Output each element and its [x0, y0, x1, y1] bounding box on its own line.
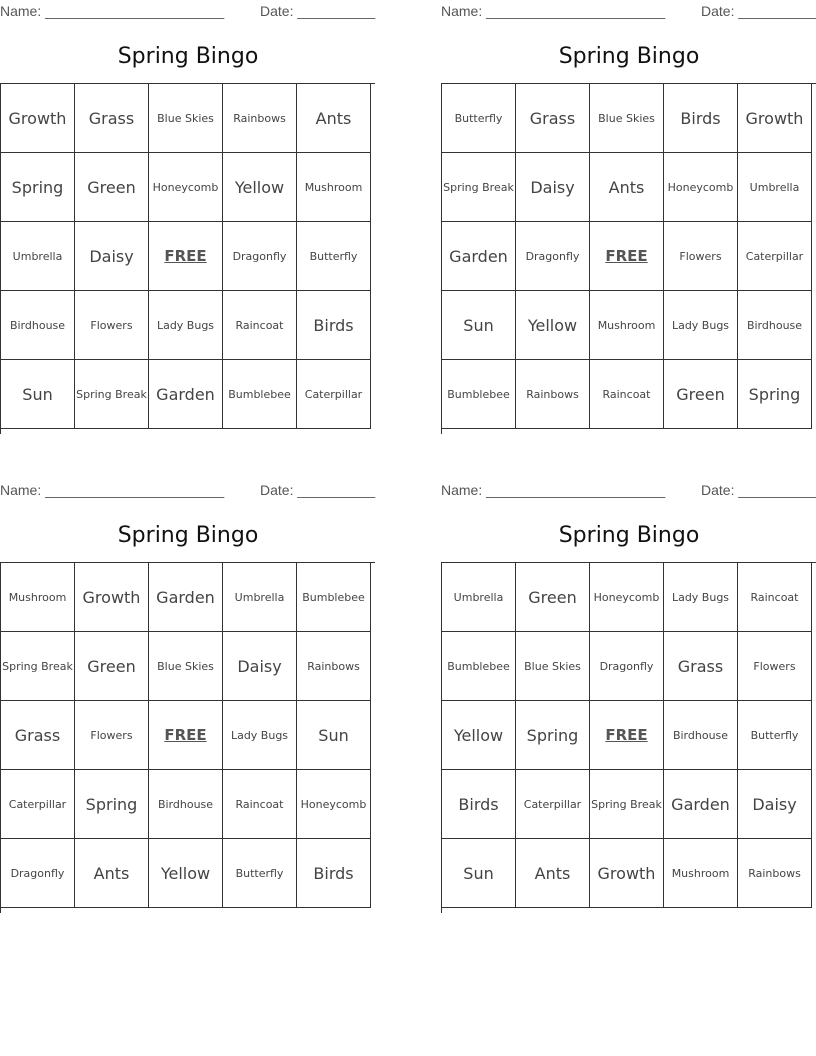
- bingo-cell: Mushroom: [297, 153, 371, 222]
- bingo-cell: Blue Skies: [149, 84, 223, 153]
- bingo-cell: Spring Break: [75, 360, 149, 429]
- date-field-label: Date: __________: [701, 3, 816, 19]
- bingo-cell: Raincoat: [223, 770, 297, 839]
- bingo-cell: Caterpillar: [297, 360, 371, 429]
- bingo-grid: [0, 83, 375, 434]
- bingo-cell: Rainbows: [516, 360, 590, 429]
- bingo-cell: Birdhouse: [149, 770, 223, 839]
- name-field-label: Name: _______________________: [441, 482, 666, 498]
- date-field-label: Date: __________: [260, 482, 376, 498]
- bingo-cell: Sun: [442, 291, 516, 360]
- name-field-label: Name: _______________________: [0, 3, 225, 19]
- bingo-cell: Rainbows: [738, 839, 812, 908]
- bingo-cell: Ants: [516, 839, 590, 908]
- bingo-cell: Yellow: [149, 839, 223, 908]
- bingo-cell: Dragonfly: [1, 839, 75, 908]
- card-header: [0, 479, 376, 501]
- bingo-cell: Rainbows: [297, 632, 371, 701]
- bingo-cell: Birdhouse: [664, 701, 738, 770]
- bingo-cell: Flowers: [738, 632, 812, 701]
- bingo-cell: Flowers: [664, 222, 738, 291]
- bingo-cell: Blue Skies: [590, 84, 664, 153]
- bingo-cell: Blue Skies: [516, 632, 590, 701]
- card-header: [441, 0, 816, 22]
- card-header: [0, 0, 376, 22]
- bingo-cell: Yellow: [516, 291, 590, 360]
- card-title: Spring Bingo: [558, 523, 700, 548]
- bingo-cell: Caterpillar: [1, 770, 75, 839]
- bingo-cell: Green: [664, 360, 738, 429]
- bingo-cell: Garden: [149, 360, 223, 429]
- name-field-label: Name: _______________________: [441, 3, 666, 19]
- bingo-cell: Spring: [75, 770, 149, 839]
- bingo-cell: Umbrella: [442, 563, 516, 632]
- bingo-cell: Spring Break: [590, 770, 664, 839]
- bingo-cell: Birds: [297, 291, 371, 360]
- bingo-cell: Spring Break: [1, 632, 75, 701]
- bingo-cell: Blue Skies: [149, 632, 223, 701]
- card-title: Spring Bingo: [117, 523, 259, 548]
- card-header: [441, 479, 816, 501]
- bingo-cell: Mushroom: [1, 563, 75, 632]
- bingo-cell: Birds: [297, 839, 371, 908]
- bingo-grid: [441, 83, 816, 434]
- bingo-cell: Bumblebee: [442, 632, 516, 701]
- bingo-cell: Umbrella: [1, 222, 75, 291]
- bingo-cell: Rainbows: [223, 84, 297, 153]
- bingo-cell: Spring: [1, 153, 75, 222]
- free-space-cell: FREE: [149, 701, 223, 770]
- bingo-cell: Garden: [664, 770, 738, 839]
- bingo-cell: Umbrella: [738, 153, 812, 222]
- bingo-cell: Butterfly: [442, 84, 516, 153]
- name-field-label: Name: _______________________: [0, 482, 225, 498]
- bingo-cell: Spring: [516, 701, 590, 770]
- card-title: Spring Bingo: [117, 44, 259, 69]
- bingo-cell: Lady Bugs: [223, 701, 297, 770]
- bingo-cell: Dragonfly: [223, 222, 297, 291]
- bingo-cell: Growth: [1, 84, 75, 153]
- bingo-card: [441, 0, 816, 404]
- bingo-cell: Butterfly: [738, 701, 812, 770]
- bingo-cell: Birds: [442, 770, 516, 839]
- bingo-cell: Birdhouse: [738, 291, 812, 360]
- bingo-cell: Flowers: [75, 701, 149, 770]
- bingo-cell: Raincoat: [223, 291, 297, 360]
- free-space-cell: FREE: [149, 222, 223, 291]
- bingo-cell: Yellow: [442, 701, 516, 770]
- bingo-cell: Bumblebee: [223, 360, 297, 429]
- bingo-cell: Daisy: [516, 153, 590, 222]
- bingo-cell: Birds: [664, 84, 738, 153]
- bingo-cell: Raincoat: [738, 563, 812, 632]
- date-field-label: Date: __________: [701, 482, 816, 498]
- bingo-cell: Daisy: [75, 222, 149, 291]
- bingo-cell: Honeycomb: [297, 770, 371, 839]
- free-space-cell: FREE: [590, 222, 664, 291]
- bingo-cell: Butterfly: [297, 222, 371, 291]
- bingo-cell: Sun: [1, 360, 75, 429]
- bingo-cell: Garden: [149, 563, 223, 632]
- bingo-cell: Flowers: [75, 291, 149, 360]
- bingo-cell: Grass: [1, 701, 75, 770]
- bingo-cell: Bumblebee: [442, 360, 516, 429]
- bingo-cell: Grass: [75, 84, 149, 153]
- bingo-cell: Growth: [75, 563, 149, 632]
- bingo-cell: Green: [75, 632, 149, 701]
- bingo-cell: Spring Break: [442, 153, 516, 222]
- free-space-cell: FREE: [590, 701, 664, 770]
- bingo-cell: Mushroom: [590, 291, 664, 360]
- bingo-cell: Yellow: [223, 153, 297, 222]
- bingo-cell: Honeycomb: [149, 153, 223, 222]
- bingo-cell: Sun: [297, 701, 371, 770]
- bingo-cell: Mushroom: [664, 839, 738, 908]
- bingo-grid: [0, 562, 375, 913]
- bingo-cell: Ants: [590, 153, 664, 222]
- bingo-cell: Daisy: [738, 770, 812, 839]
- bingo-card: [0, 0, 376, 404]
- bingo-cell: Ants: [75, 839, 149, 908]
- bingo-card: [0, 479, 376, 883]
- bingo-grid: [441, 562, 816, 913]
- bingo-cell: Honeycomb: [590, 563, 664, 632]
- date-field-label: Date: __________: [260, 3, 376, 19]
- bingo-cell: Growth: [738, 84, 812, 153]
- bingo-cell: Garden: [442, 222, 516, 291]
- bingo-cell: Daisy: [223, 632, 297, 701]
- bingo-cell: Grass: [664, 632, 738, 701]
- bingo-cell: Umbrella: [223, 563, 297, 632]
- bingo-cell: Caterpillar: [738, 222, 812, 291]
- bingo-cell: Caterpillar: [516, 770, 590, 839]
- bingo-card: [441, 479, 816, 883]
- card-title: Spring Bingo: [558, 44, 700, 69]
- bingo-cell: Lady Bugs: [664, 563, 738, 632]
- bingo-cell: Dragonfly: [516, 222, 590, 291]
- bingo-cell: Bumblebee: [297, 563, 371, 632]
- bingo-cell: Lady Bugs: [149, 291, 223, 360]
- bingo-cell: Butterfly: [223, 839, 297, 908]
- bingo-cell: Lady Bugs: [664, 291, 738, 360]
- bingo-cell: Honeycomb: [664, 153, 738, 222]
- bingo-cell: Birdhouse: [1, 291, 75, 360]
- bingo-cell: Dragonfly: [590, 632, 664, 701]
- bingo-cell: Raincoat: [590, 360, 664, 429]
- bingo-cell: Green: [516, 563, 590, 632]
- bingo-cell: Green: [75, 153, 149, 222]
- bingo-cell: Ants: [297, 84, 371, 153]
- bingo-cell: Growth: [590, 839, 664, 908]
- bingo-cell: Sun: [442, 839, 516, 908]
- bingo-cell: Spring: [738, 360, 812, 429]
- bingo-cell: Grass: [516, 84, 590, 153]
